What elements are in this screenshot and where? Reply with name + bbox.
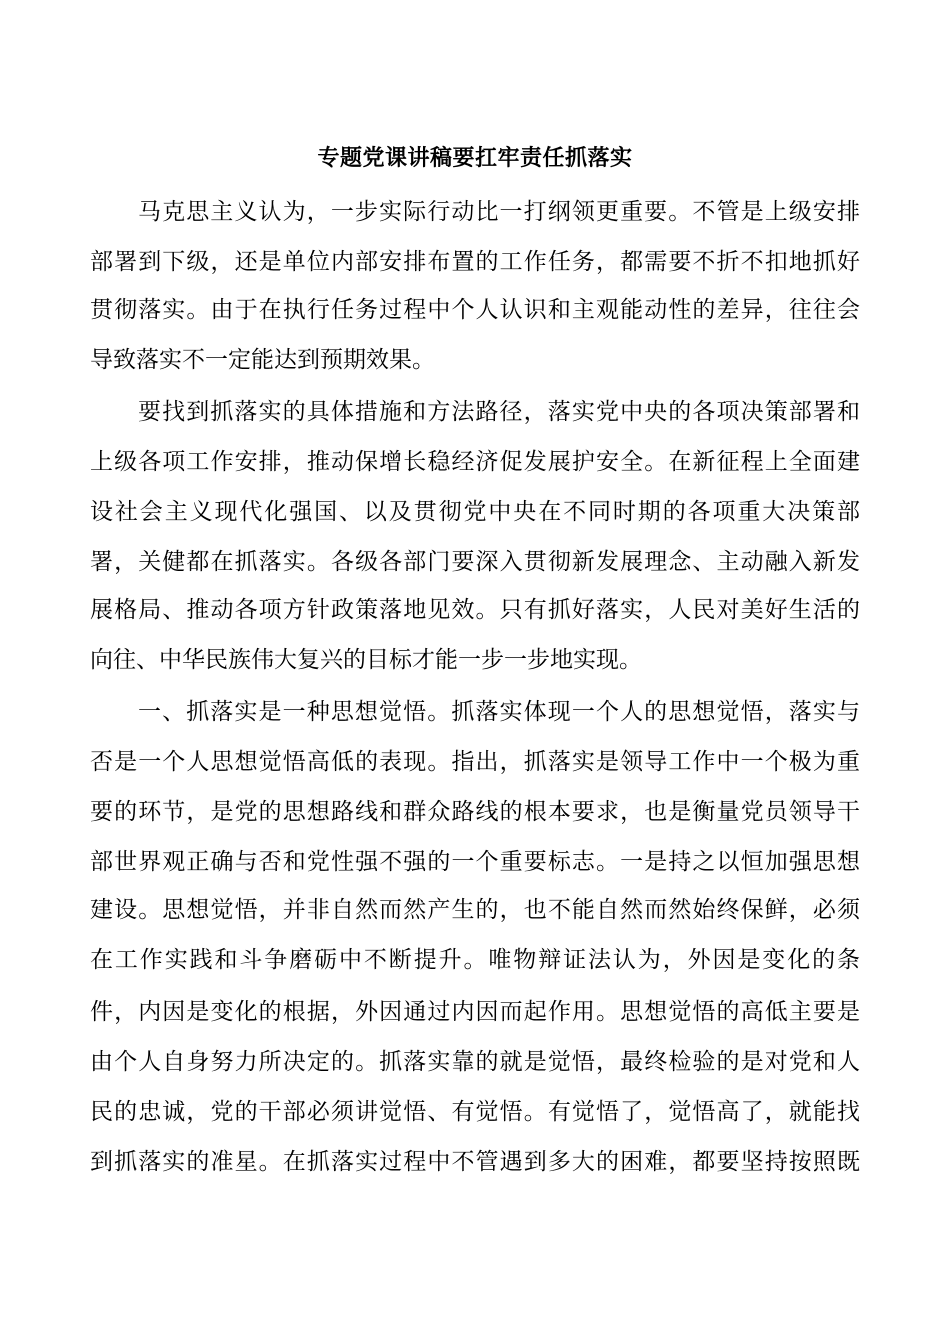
paragraph-3-line-3: 要的环节，是党的思想路线和群众路线的根本要求，也是衡量党员领导干: [90, 799, 860, 825]
paragraph-3-line-1: 一、抓落实是一种思想觉悟。抓落实体现一个人的思想觉悟，落实与: [138, 699, 860, 725]
paragraph-3-line-9: 民的忠诚，党的干部必须讲觉悟、有觉悟。有觉悟了，觉悟高了，就能找: [90, 1099, 860, 1125]
paragraph-2-line-1: 要找到抓落实的具体措施和方法路径，落实党中央的各项决策部署和: [138, 399, 860, 425]
paragraph-3-line-6: 在工作实践和斗争磨砺中不断提升。唯物辩证法认为，外因是变化的条: [90, 947, 860, 973]
paragraph-3-line-5: 建设。思想觉悟，并非自然而然产生的，也不能自然而然始终保鲜，必须: [90, 897, 860, 923]
paragraph-3-line-4: 部世界观正确与否和党性强不强的一个重要标志。一是持之以恒加强思想: [90, 849, 860, 875]
paragraph-1-line-2: 部署到下级，还是单位内部安排布置的工作任务，都需要不折不扣地抓好: [90, 249, 860, 275]
paragraph-2-line-6: 向往、中华民族伟大复兴的目标才能一步一步地实现。: [90, 647, 642, 673]
paragraph-3-line-2: 否是一个人思想觉悟高低的表现。指出，抓落实是领导工作中一个极为重: [90, 749, 860, 775]
paragraph-2-line-5: 展格局、推动各项方针政策落地见效。只有抓好落实，人民对美好生活的: [90, 597, 860, 623]
paragraph-2-line-3: 设社会主义现代化强国、以及贯彻党中央在不同时期的各项重大决策部: [90, 499, 860, 525]
paragraph-1-line-1: 马克思主义认为，一步实际行动比一打纲领更重要。不管是上级安排: [138, 199, 860, 225]
paragraph-2-line-4: 署，关健都在抓落实。各级各部门要深入贯彻新发展理念、主动融入新发: [90, 549, 860, 575]
paragraph-1-line-3: 贯彻落实。由于在执行任务过程中个人认识和主观能动性的差异，往往会: [90, 297, 860, 323]
paragraph-3-line-10: 到抓落实的准星。在抓落实过程中不管遇到多大的困难，都要坚持按照既: [90, 1149, 860, 1175]
paragraph-3-line-7: 件，内因是变化的根据，外因通过内因而起作用。思想觉悟的高低主要是: [90, 999, 860, 1025]
paragraph-3-line-8: 由个人自身努力所决定的。抓落实靠的就是觉悟，最终检验的是对党和人: [90, 1049, 860, 1075]
paragraph-1-line-4: 导致落实不一定能达到预期效果。: [90, 347, 435, 373]
document-title: 专题党课讲稿要扛牢责任抓落实: [317, 146, 633, 171]
paragraph-2-line-2: 上级各项工作安排，推动保增长稳经济促发展护安全。在新征程上全面建: [90, 449, 860, 475]
